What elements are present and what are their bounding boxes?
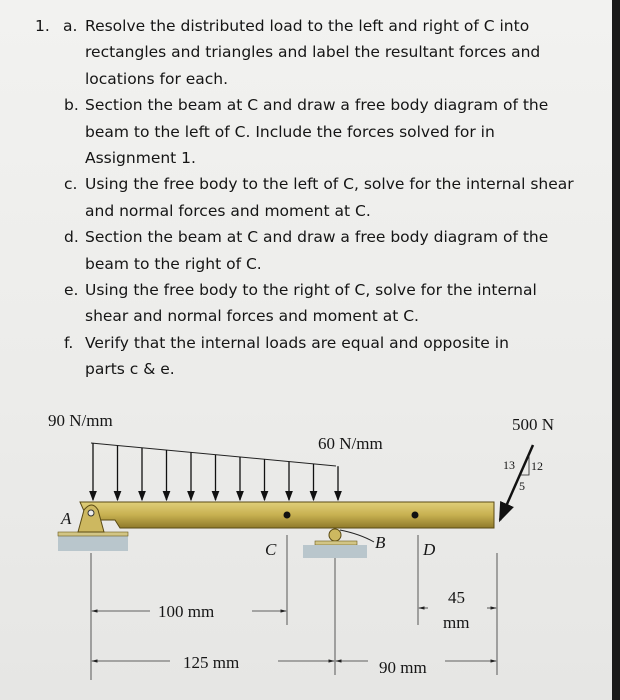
part-text-line: Using the free body to the right of C, solve for the internal	[85, 281, 537, 299]
base-plate-a	[58, 532, 128, 536]
dim-ac: 100 mm	[158, 602, 215, 621]
part-letter: b.	[64, 96, 79, 115]
extension-lines	[91, 535, 497, 680]
dim-de-unit: mm	[443, 613, 470, 632]
part-text-line: parts c & e.	[85, 360, 175, 379]
label-a: A	[61, 509, 72, 528]
slope-vert: 12	[531, 459, 543, 473]
part-text-line: Section the beam at C and draw a free body diagram of the	[85, 228, 549, 247]
part-text-line: beam to the left of C. Include the forces solved for in	[85, 122, 495, 141]
force-arrow	[500, 445, 533, 520]
dim-ab: 125 mm	[183, 653, 240, 672]
point-d-dot	[412, 512, 419, 519]
label-c: C	[265, 540, 277, 559]
load-profile-line	[91, 443, 336, 466]
force-label: 500 N	[512, 415, 555, 434]
roller-b	[329, 529, 341, 541]
part-text-line: Assignment 1.	[85, 149, 196, 167]
part-letter: a.	[63, 17, 78, 35]
part-text-line: beam to the right of C.	[85, 254, 262, 273]
label-d: D	[423, 540, 436, 559]
part-letter: f.	[64, 333, 74, 352]
problem-number: 1.	[35, 17, 50, 35]
dimension-lines	[92, 608, 496, 661]
dim-de-value: 45	[448, 588, 465, 607]
label-b-leader	[340, 530, 374, 542]
part-letter: c.	[64, 175, 78, 194]
ground-a	[58, 535, 128, 551]
part-text-line: Using the free body to the left of C, solve for the internal shear	[85, 175, 574, 194]
part-text-line: locations for each.	[85, 69, 229, 88]
label-b: B	[375, 533, 386, 552]
point-c-dot	[284, 512, 291, 519]
slope-horiz: 5	[519, 479, 525, 493]
part-text-line: Resolve the distributed load to the left and right of C into	[85, 17, 530, 35]
pin-icon	[88, 510, 94, 516]
load-right-label: 60 N/mm	[318, 434, 383, 453]
dim-be: 90 mm	[379, 658, 427, 677]
part-text-line: shear and normal forces and moment at C.	[85, 307, 419, 326]
part-text-line: Section the beam at C and draw a free body diagram of the	[85, 96, 549, 115]
load-left-label: 90 N/mm	[48, 411, 113, 430]
part-letter: d.	[64, 228, 79, 247]
distributed-load-arrows	[93, 443, 338, 500]
part-text-line: rectangles and triangles and label the resultant forces and	[85, 43, 541, 62]
base-plate-b	[315, 541, 357, 545]
part-letter: e.	[64, 281, 79, 299]
part-text-line: and normal forces and moment at C.	[85, 201, 371, 220]
part-text-line: Verify that the internal loads are equal and opposite in	[85, 333, 509, 352]
ground-b	[303, 545, 367, 558]
slope-hyp: 13	[503, 458, 515, 472]
